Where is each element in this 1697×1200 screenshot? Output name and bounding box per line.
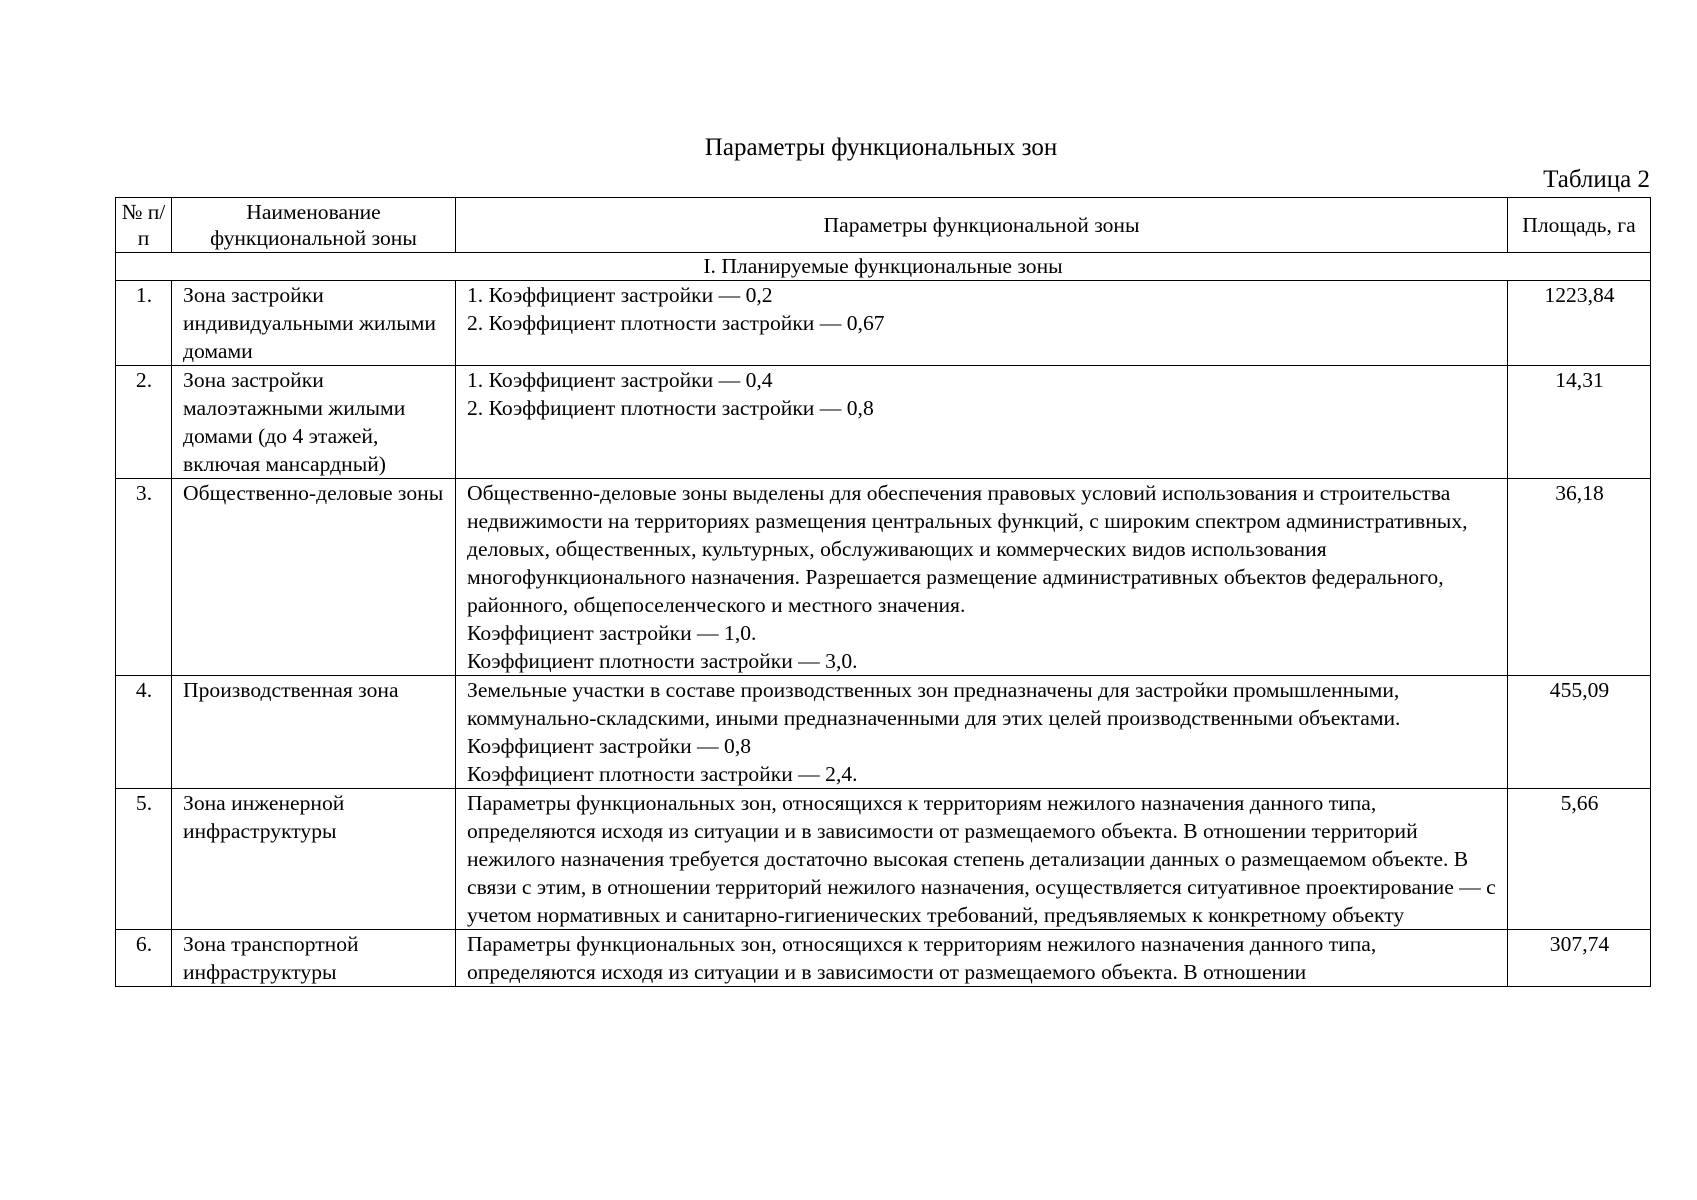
zone-area: 14,31 <box>1508 366 1651 479</box>
parameter-line: Коэффициент плотности застройки — 3,0. <box>467 649 858 673</box>
zone-area: 455,09 <box>1508 676 1651 789</box>
zone-parameters <box>456 930 1508 987</box>
parameter-line: Параметры функциональных зон, относящихся к территориям нежилого назначения данного типа, определяются исходя из ситуации и в зависимости от размещаемого объекта. В отношении территорий нежилого назначения требуется достаточно высокая степень детализации данных о размещаемом объекте. В связи с этим, в отношении территорий нежилого назначения, осуществляется ситуативное проектирование — с учетом нормативных и санитарно-гигиенических требований, предъявляемых к конкретному объекту <box>467 791 1496 927</box>
parameter-line: Земельные участки в составе производственных зон предназначены для застройки промышленными, коммунально-складскими, иными предназначенными для этих целей производственными объектами. <box>467 678 1401 730</box>
table-row <box>116 366 1651 479</box>
zone-name: Зона застройки малоэтажными жилыми домами (до 4 этажей, включая мансардный) <box>172 366 456 479</box>
zone-parameters <box>456 281 1508 366</box>
table-row <box>116 479 1651 676</box>
row-number: 4. <box>116 676 172 789</box>
header-area: Площадь, га <box>1508 198 1651 253</box>
zone-area: 1223,84 <box>1508 281 1651 366</box>
parameter-line: Параметры функциональных зон, относящихся к территориям нежилого назначения данного типа, определяются исходя из ситуации и в зависимости от размещаемого объекта. В отношении <box>467 932 1377 984</box>
table-header-row <box>116 198 1651 253</box>
table-row <box>116 789 1651 930</box>
zone-area: 36,18 <box>1508 479 1651 676</box>
header-name: Наименование функциональной зоны <box>172 198 456 253</box>
row-number: 3. <box>116 479 172 676</box>
parameter-line: 2. Коэффициент плотности застройки — 0,8 <box>467 396 874 420</box>
table-label: Таблица 2 <box>1543 166 1650 193</box>
row-number: 2. <box>116 366 172 479</box>
zone-name: Зона транспортной инфраструктуры <box>172 930 456 987</box>
zone-area: 5,66 <box>1508 789 1651 930</box>
section-title: I. Планируемые функциональные зоны <box>116 253 1651 281</box>
parameter-line: 2. Коэффициент плотности застройки — 0,67 <box>467 311 885 335</box>
parameter-line: 1. Коэффициент застройки — 0,2 <box>467 283 773 307</box>
zone-name: Общественно-деловые зоны <box>172 479 456 676</box>
zone-name: Производственная зона <box>172 676 456 789</box>
row-number: 6. <box>116 930 172 987</box>
document-title: Параметры функциональных зон <box>704 134 1058 161</box>
parameter-line: 1. Коэффициент застройки — 0,4 <box>467 368 773 392</box>
table-row <box>116 281 1651 366</box>
zone-parameters-table <box>115 197 1651 987</box>
zone-area: 307,74 <box>1508 930 1651 987</box>
zone-parameters <box>456 479 1508 676</box>
row-number: 5. <box>116 789 172 930</box>
zone-name: Зона застройки индивидуальными жилыми домами <box>172 281 456 366</box>
table-row <box>116 676 1651 789</box>
parameter-line: Общественно-деловые зоны выделены для обеспечения правовых условий использования и строительства недвижимости на территориях размещения центральных функций, с широким спектром административных, деловых, общественных, культурных, обслуживающих и коммерческих видов использования многофункционального назначения. Разрешается размещение административных объектов федерального, районного, общепоселенческого и местного значения. <box>467 481 1468 617</box>
zone-parameters <box>456 789 1508 930</box>
parameter-line: Коэффициент плотности застройки — 2,4. <box>467 762 858 786</box>
table-row <box>116 930 1651 987</box>
zone-parameters <box>456 366 1508 479</box>
parameter-line: Коэффициент застройки — 0,8 <box>467 734 752 758</box>
zone-name: Зона инженерной инфраструктуры <box>172 789 456 930</box>
zone-parameters <box>456 676 1508 789</box>
row-number: 1. <box>116 281 172 366</box>
section-row <box>116 253 1651 281</box>
parameter-line: Коэффициент застройки — 1,0. <box>467 621 757 645</box>
header-num: № п/п <box>116 198 172 253</box>
header-params: Параметры функциональной зоны <box>456 198 1508 253</box>
